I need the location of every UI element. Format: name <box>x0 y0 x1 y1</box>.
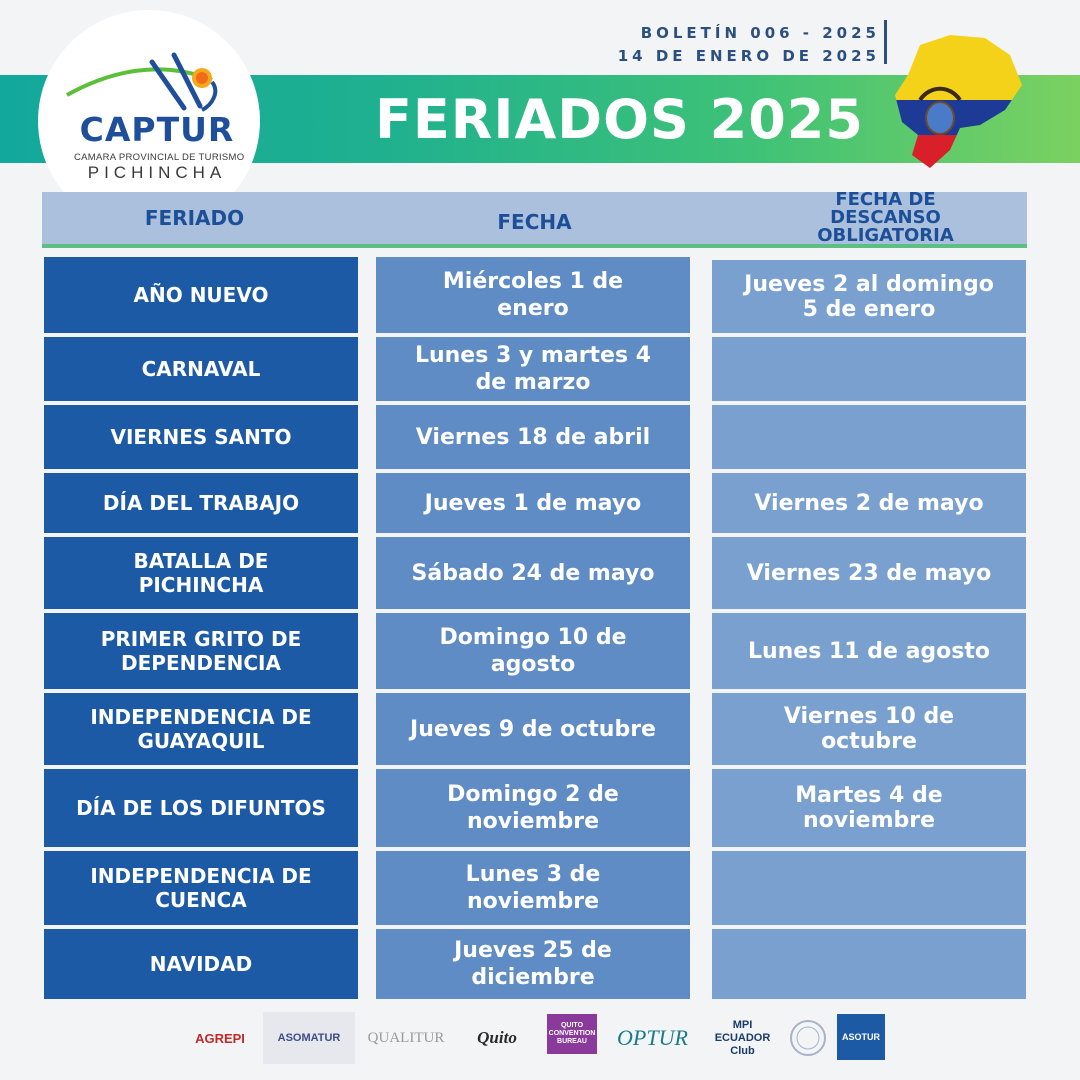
holiday-name-cell <box>44 537 358 609</box>
bulletin-date: 14 DE ENERO DE 2025 <box>617 47 880 65</box>
column-header-descanso: FECHA DE DESCANSO OBLIGATORIA <box>817 189 954 246</box>
table-header <box>42 189 1027 248</box>
holiday-date: Sábado 24 de mayo <box>411 560 655 586</box>
holiday-name: DÍA DE LOS DIFUNTOS <box>76 796 326 820</box>
partner-logos <box>185 1012 885 1064</box>
partner-logo-seal <box>788 1012 828 1064</box>
holiday-date-cell <box>376 405 690 469</box>
holiday-name: INDEPENDENCIA DE GUAYAQUIL <box>90 705 312 753</box>
partner-logo-optur: OPTUR <box>617 1025 688 1050</box>
holiday-name-cell <box>44 769 358 847</box>
holiday-date: Jueves 25 de diciembre <box>454 938 612 990</box>
logo-wordmark: CAPTUR <box>79 110 235 149</box>
holiday-date-cell <box>376 769 690 847</box>
holiday-date-cell <box>376 929 690 999</box>
rest-date-cell <box>712 851 1026 925</box>
bulletin-info <box>618 22 880 68</box>
holiday-date-cell <box>376 257 690 333</box>
rest-date-cell <box>712 693 1026 765</box>
column-header-fecha: FECHA <box>497 210 572 234</box>
rest-date: Martes 4 de noviembre <box>795 783 943 833</box>
holiday-name-cell <box>44 337 358 401</box>
partner-logo-quito-convention: QUITO CONVENTION BUREAU <box>547 1014 597 1054</box>
holiday-date-cell <box>376 613 690 689</box>
column-header-feriado: FERIADO <box>144 206 245 230</box>
holiday-date: Jueves 9 de octubre <box>410 716 656 742</box>
holiday-date-cell <box>376 473 690 533</box>
rest-date-cell <box>712 769 1026 847</box>
partner-logo-mpi: MPI ECUADOR Club <box>714 1018 771 1057</box>
rest-date-cell <box>712 405 1026 469</box>
rest-date-cell <box>712 929 1026 999</box>
rest-date: Jueves 2 al domingo 5 de enero <box>744 271 994 322</box>
page-title: FERIADOS 2025 <box>375 88 864 151</box>
partner-logo-asomatur: ASOMATUR <box>263 1012 355 1064</box>
rest-date-cell <box>712 337 1026 401</box>
rest-date: Viernes 23 de mayo <box>746 560 992 586</box>
holiday-name-cell <box>44 613 358 689</box>
holiday-name-cell <box>44 473 358 533</box>
holiday-name-cell <box>44 929 358 999</box>
rest-date: Lunes 11 de agosto <box>747 638 991 664</box>
holiday-date-cell <box>376 693 690 765</box>
holiday-date: Lunes 3 de noviembre <box>465 862 601 914</box>
rest-date: Viernes 2 de mayo <box>754 490 984 516</box>
holiday-name: DÍA DEL TRABAJO <box>102 491 300 515</box>
holiday-name: AÑO NUEVO <box>133 283 269 307</box>
holiday-date: Domingo 2 de noviembre <box>447 782 619 834</box>
holiday-name-cell <box>44 693 358 765</box>
seal-icon <box>789 1019 827 1057</box>
holiday-name-cell <box>44 257 358 333</box>
holiday-name: VIERNES SANTO <box>110 425 292 449</box>
holiday-date: Jueves 1 de mayo <box>424 490 642 516</box>
holiday-name: CARNAVAL <box>141 357 261 381</box>
rest-date-cell <box>712 473 1026 533</box>
partner-logo-agrepi: AGREPI <box>195 1030 245 1046</box>
holiday-date-cell <box>376 337 690 401</box>
holiday-date: Miércoles 1 de enero <box>442 269 624 321</box>
partner-logo-asotur: ASOTUR <box>837 1014 885 1060</box>
holiday-name-cell <box>44 405 358 469</box>
logo-city: PICHINCHA <box>87 163 227 182</box>
logo-subtitle: CAMARA PROVINCIAL DE TURISMO <box>74 152 245 163</box>
holiday-date: Viernes 18 de abril <box>415 424 651 450</box>
bulletin-number: BOLETÍN 006 - 2025 <box>640 24 880 42</box>
rest-date-cell <box>712 613 1026 689</box>
ecuador-flag-map-icon <box>890 30 1025 170</box>
holiday-date-cell <box>376 851 690 925</box>
divider <box>884 20 887 64</box>
holiday-name: NAVIDAD <box>149 952 253 976</box>
rest-date-cell <box>712 537 1026 609</box>
holiday-name: INDEPENDENCIA DE CUENCA <box>90 864 312 912</box>
holiday-name: PRIMER GRITO DE DEPENDENCIA <box>100 627 302 675</box>
rest-date: Viernes 10 de octubre <box>783 704 955 754</box>
partner-logo-quito: Quito <box>477 1028 517 1047</box>
rest-date-cell <box>712 260 1026 333</box>
holiday-name: BATALLA DE PICHINCHA <box>133 549 269 597</box>
partner-logo-qualitur: QUALITUR <box>367 1029 445 1046</box>
holiday-date: Lunes 3 y martes 4 de marzo <box>414 343 652 395</box>
holiday-date: Domingo 10 de agosto <box>439 625 627 677</box>
holiday-date-cell <box>376 537 690 609</box>
holiday-name-cell <box>44 851 358 925</box>
